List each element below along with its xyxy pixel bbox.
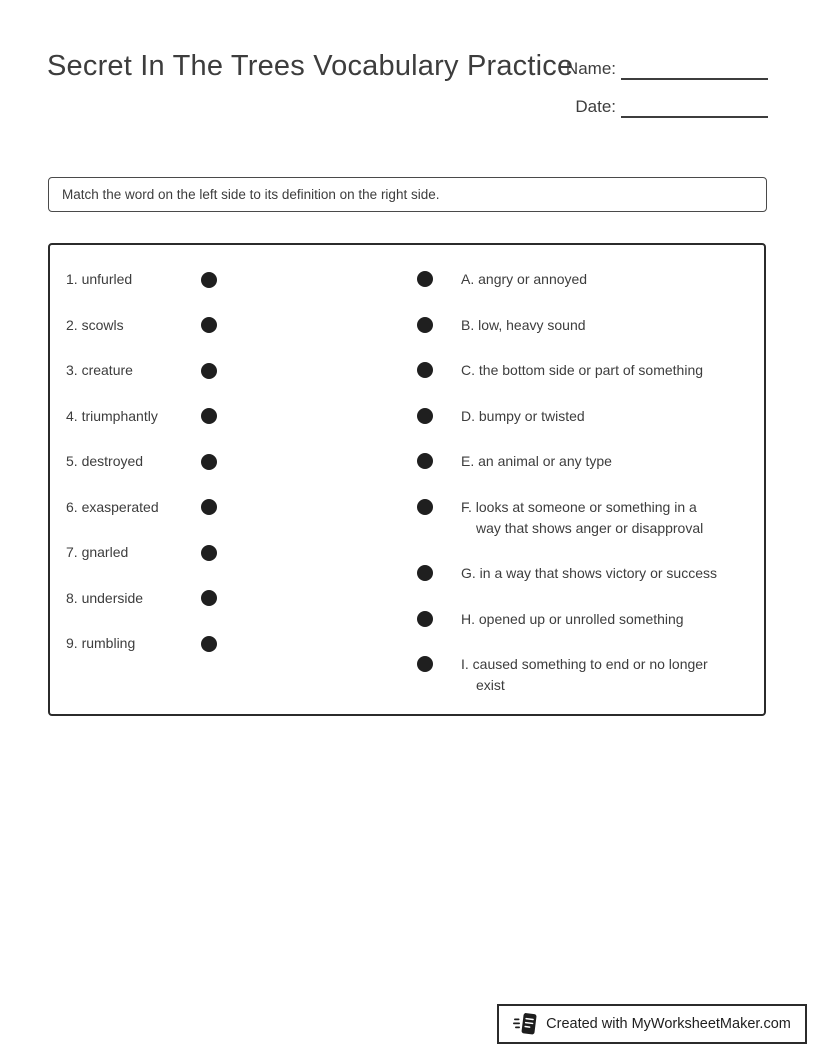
definition-list bbox=[417, 245, 717, 721]
definition-row bbox=[417, 406, 717, 427]
word-row bbox=[66, 497, 218, 518]
word-row bbox=[66, 588, 218, 609]
word-label: 8. underside bbox=[66, 589, 144, 606]
name-label: Name: bbox=[565, 59, 616, 78]
definition-line: G. in a way that shows victory or success bbox=[461, 565, 717, 581]
match-dot-left[interactable] bbox=[201, 545, 217, 561]
word-label: 7. gnarled bbox=[66, 544, 129, 560]
matching-box bbox=[48, 243, 766, 716]
match-dot-right[interactable] bbox=[417, 271, 433, 287]
definition-line: way that shows anger or disapproval bbox=[476, 519, 704, 536]
match-dot-right[interactable] bbox=[417, 453, 433, 469]
definition-row bbox=[417, 654, 717, 696]
word-row bbox=[66, 360, 218, 381]
definition-line: H. opened up or unrolled something bbox=[461, 610, 684, 627]
word-label: 4. triumphantly bbox=[66, 407, 158, 424]
date-row bbox=[558, 90, 768, 118]
definition-text bbox=[461, 269, 587, 290]
word-row bbox=[66, 406, 218, 427]
definition-row bbox=[417, 360, 717, 381]
definition-text bbox=[461, 654, 708, 696]
match-dot-left[interactable] bbox=[201, 454, 217, 470]
definition-text bbox=[461, 360, 703, 381]
word-row bbox=[66, 315, 218, 336]
definition-text bbox=[461, 406, 585, 427]
definition-row bbox=[417, 269, 717, 290]
footer-credit-box bbox=[497, 1004, 807, 1044]
definition-text bbox=[461, 563, 717, 584]
definition-text bbox=[461, 315, 586, 336]
word-row bbox=[66, 269, 218, 290]
definition-line: D. bumpy or twisted bbox=[461, 407, 585, 424]
match-dot-left[interactable] bbox=[201, 636, 217, 652]
definition-line: F. looks at someone or something in a bbox=[461, 498, 697, 515]
word-list bbox=[66, 245, 218, 679]
definition-row bbox=[417, 563, 717, 584]
word-row bbox=[66, 451, 218, 472]
match-dot-right[interactable] bbox=[417, 317, 433, 333]
match-dot-left[interactable] bbox=[201, 590, 217, 606]
match-dot-right[interactable] bbox=[417, 362, 433, 378]
definition-line: E. an animal or any type bbox=[461, 453, 612, 469]
word-row bbox=[66, 633, 218, 654]
definition-row bbox=[417, 609, 717, 630]
definition-row bbox=[417, 497, 717, 539]
date-blank-line[interactable] bbox=[621, 98, 768, 118]
match-dot-right[interactable] bbox=[417, 499, 433, 515]
definition-line: I. caused something to end or no longer bbox=[461, 656, 708, 672]
instructions-text: Match the word on the left side to its definition on the right side. bbox=[62, 187, 440, 202]
name-date-block bbox=[558, 52, 768, 128]
word-label: 3. creature bbox=[66, 362, 133, 378]
word-label: 6. exasperated bbox=[66, 498, 159, 515]
match-dot-right[interactable] bbox=[417, 656, 433, 672]
match-dot-left[interactable] bbox=[201, 408, 217, 424]
definition-line: B. low, heavy sound bbox=[461, 316, 586, 333]
word-label: 9. rumbling bbox=[66, 635, 136, 651]
word-row bbox=[66, 542, 218, 563]
definition-line: C. the bottom side or part of something bbox=[461, 362, 704, 378]
word-label: 1. unfurled bbox=[66, 271, 133, 287]
match-dot-left[interactable] bbox=[201, 317, 217, 333]
footer-credit-text: Created with MyWorksheetMaker.com bbox=[546, 1016, 791, 1032]
match-dot-left[interactable] bbox=[201, 272, 217, 288]
definition-row bbox=[417, 451, 717, 472]
match-dot-left[interactable] bbox=[201, 499, 217, 515]
word-label: 5. destroyed bbox=[66, 453, 144, 469]
instructions-box bbox=[48, 177, 767, 212]
date-label: Date: bbox=[575, 97, 616, 116]
definition-text bbox=[461, 609, 684, 630]
match-dot-right[interactable] bbox=[417, 611, 433, 627]
word-label: 2. scowls bbox=[66, 316, 124, 333]
worksheet-maker-logo-icon bbox=[513, 1011, 539, 1037]
definition-text bbox=[461, 451, 612, 472]
definition-line: exist bbox=[476, 677, 505, 693]
definition-row bbox=[417, 315, 717, 336]
name-blank-line[interactable] bbox=[621, 60, 768, 80]
match-dot-right[interactable] bbox=[417, 565, 433, 581]
definition-line: A. angry or annoyed bbox=[461, 271, 588, 287]
name-row bbox=[558, 52, 768, 80]
match-dot-left[interactable] bbox=[201, 363, 217, 379]
definition-text bbox=[461, 497, 703, 539]
worksheet-title: Secret In The Trees Vocabulary Practice bbox=[47, 50, 574, 82]
match-dot-right[interactable] bbox=[417, 408, 433, 424]
